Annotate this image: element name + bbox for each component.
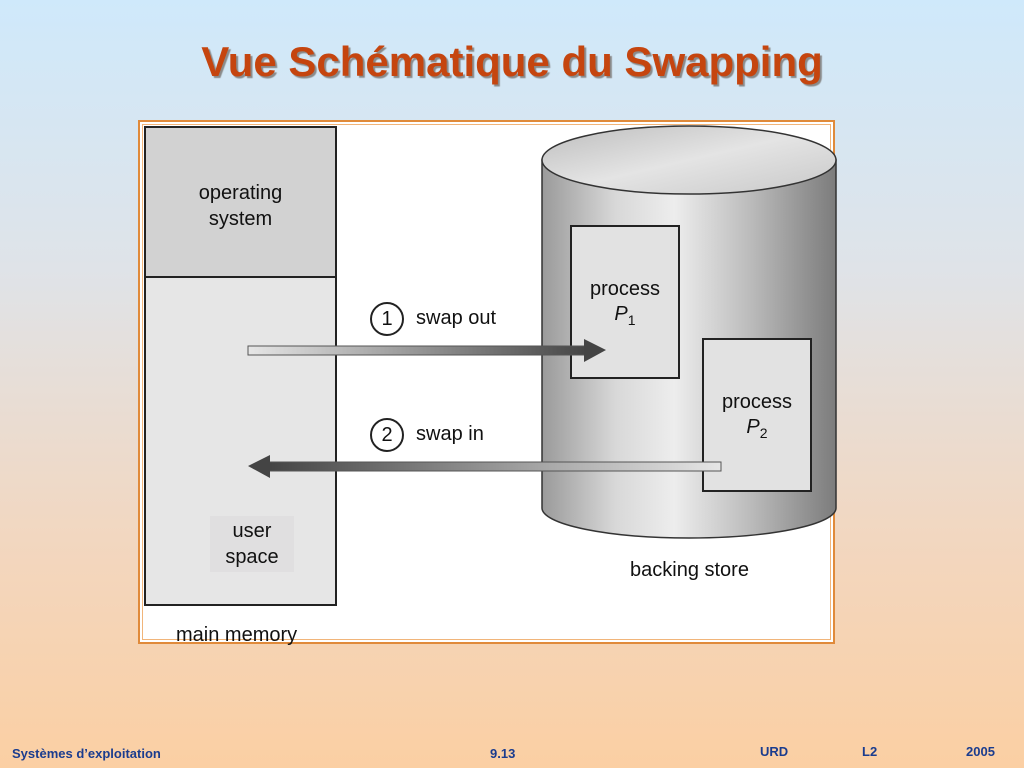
footer-level: L2	[862, 744, 878, 759]
os-label-line1: operating	[198, 182, 283, 204]
p1-subscript: 1	[627, 312, 636, 328]
swap-in-label: swap in	[416, 423, 484, 445]
user-label-line2: space	[225, 546, 279, 568]
main-memory-caption: main memory	[176, 624, 298, 646]
swap-in-arrow	[248, 455, 721, 478]
backing-store-caption: backing store	[630, 559, 749, 581]
step-1-badge: 1	[370, 302, 404, 336]
footer-org: URD	[760, 744, 789, 759]
user-label-line1: user	[232, 520, 272, 542]
p1-name-text: P	[614, 303, 628, 325]
footer-course: Systèmes d’exploitation	[12, 746, 161, 761]
process-p1-label: process	[589, 278, 661, 300]
swap-arrows	[140, 122, 837, 646]
slide-title: Vue Schématique du Swapping	[201, 38, 823, 85]
swap-out-label: swap out	[416, 307, 497, 329]
os-label-line2: system	[208, 208, 273, 230]
diagram-frame	[138, 120, 835, 644]
footer-year: 2005	[966, 744, 995, 759]
p2-subscript: 2	[759, 425, 768, 441]
step-2-badge: 2	[370, 418, 404, 452]
process-p2-label: process	[721, 391, 793, 413]
swap-out-arrow	[248, 339, 606, 362]
footer-page-number: 9.13	[490, 746, 516, 761]
p2-name-text: P	[746, 416, 760, 438]
